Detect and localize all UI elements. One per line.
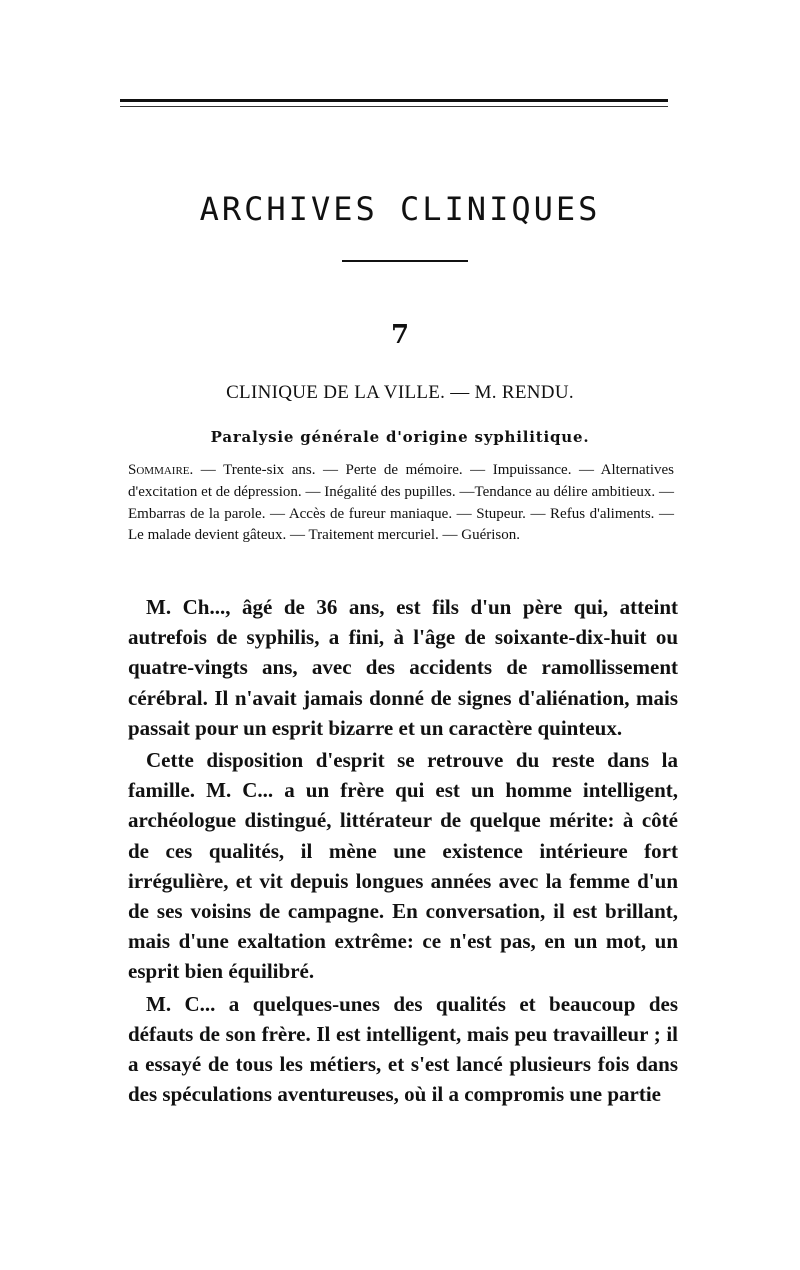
title-divider (342, 260, 468, 262)
clinic-heading: CLINIQUE DE LA VILLE. — M. RENDU. (226, 382, 574, 403)
body-text (128, 592, 678, 1109)
body-paragraph: M. C... a quelques-unes des qualités et beaucoup des défauts de son frère. Il est intelligent, mais peu travailleur ; il a essayé de tous les métiers, et s'est lancé plusieurs fois dans des spéculations aventureuses, où il a compromis une partie (128, 991, 678, 1107)
top-rule (120, 99, 668, 102)
summary-text: — Trente-six ans. — Perte de mémoire. — Impuissance. — Alternatives d'excitation et de dépression. — Inégalité des pupilles. —Tendance au délire ambitieux. — Embarras de la parole. — Accès de fureur maniaque. — Stupeur. — Refus d'aliments. — Le malade devient gâteux. — Traitement mercuriel. — Guérison. (128, 462, 674, 544)
article-subtitle: Paralysie générale d'origine syphilitique. (210, 428, 590, 446)
body-paragraph: Cette disposition d'esprit se retrouve du reste dans la famille. M. C... a un frère qui est un homme intelligent, archéologue distingué, littérateur de quelque mérite: à côté de ces qualités, il mène une existence intérieure fort irrégulière, et vit depuis longues années avec la femme d'un de ses voisins de campagne. En conversation, il est brillant, mais d'une exaltation extrême: ce n'est pas, en un mot, un esprit bien équilibré. (128, 748, 678, 984)
summary-label: Sommaire. (128, 462, 194, 478)
section-title: ARCHIVES CLINIQUES (199, 190, 601, 228)
summary-block (128, 460, 674, 547)
top-rule-thin (120, 106, 668, 107)
body-paragraph: M. Ch..., âgé de 36 ans, est fils d'un père qui, atteint autrefois de syphilis, a fini, à l'âge de soixante-dix-huit ou quatre-vingts ans, avec des accidents de ramollissement cérébral. Il n'avait jamais donné de signes d'aliénation, mais passait pour un esprit bizarre et un caractère quinteux. (128, 595, 678, 740)
article-number: 7 (390, 320, 410, 350)
